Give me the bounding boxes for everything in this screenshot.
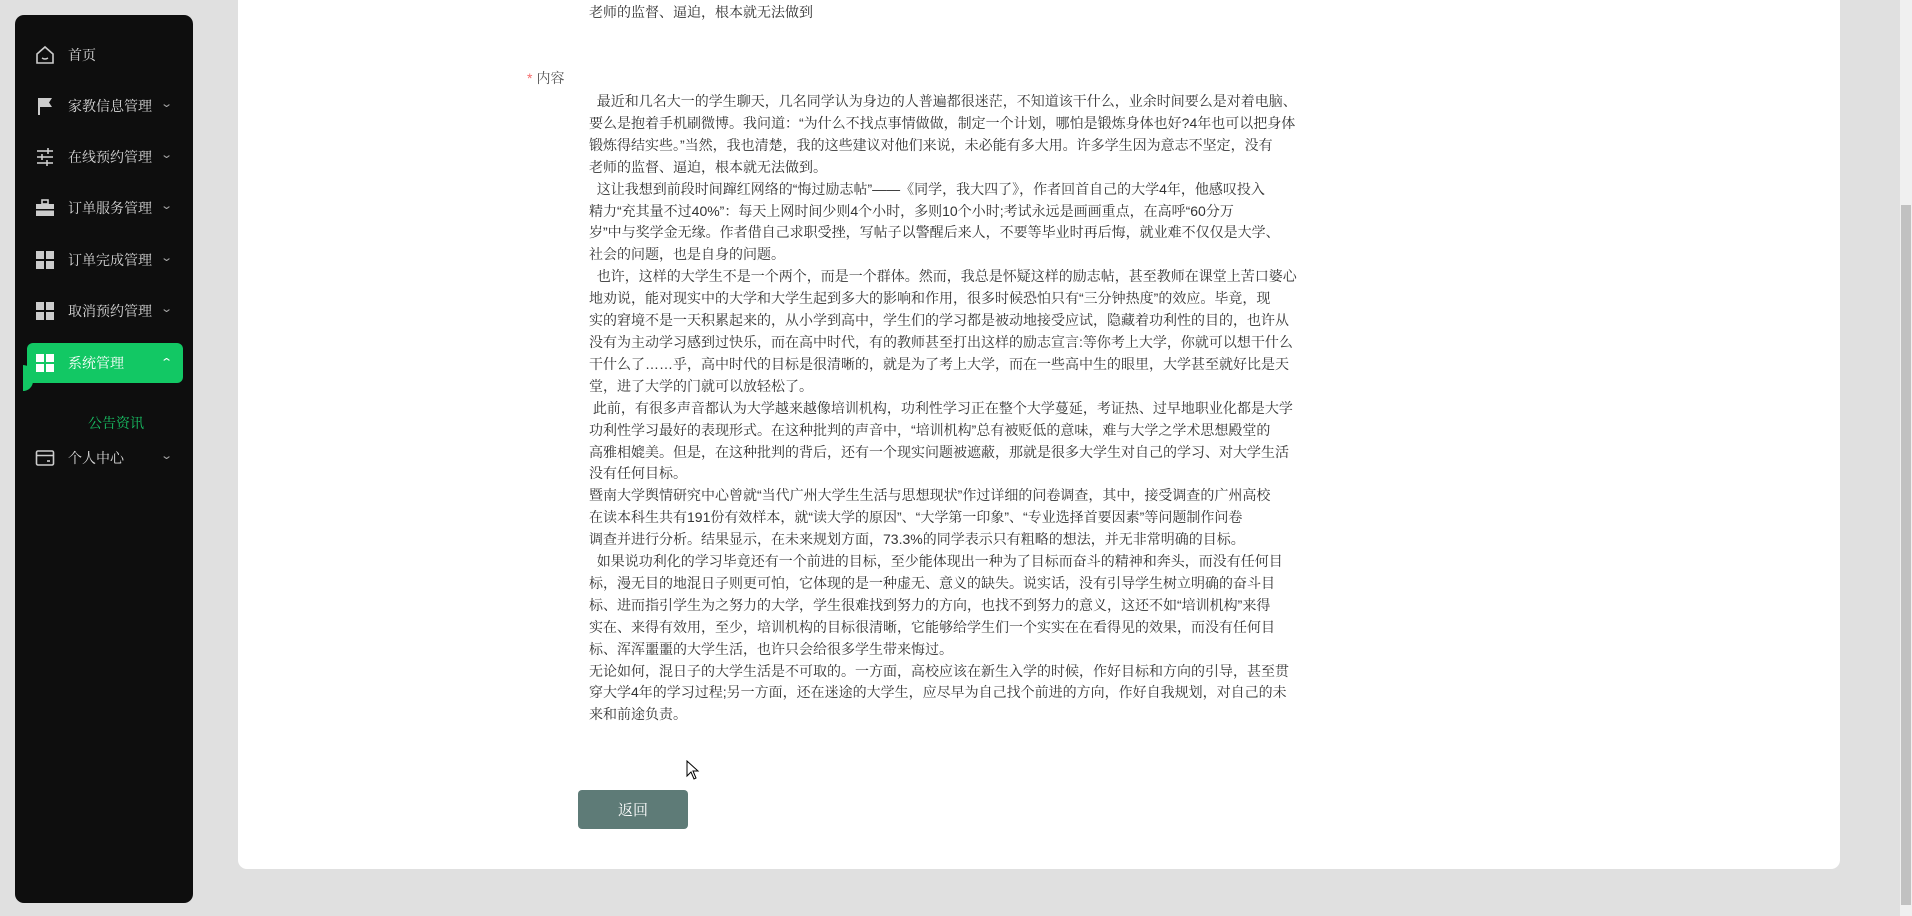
sidebar-item-label: 订单完成管理: [68, 252, 152, 268]
chevron-down-icon: ⌄: [159, 303, 173, 315]
content-line: 标，漫无目的地混日子则更可怕，它体现的是一种虚无、意义的缺失。说实话，没有引导学生树立明确的奋斗目: [589, 574, 1275, 591]
grid-icon: [34, 352, 56, 374]
content-line: 最近和几名大一的学生聊天，几名同学认为身边的人普遍都很迷茫，不知道该干什么，业余时间要么是对着电脑、: [589, 93, 1297, 109]
content-line: 地劝说，能对现实中的大学和大学生起到多大的影响和作用，很多时候恐怕只有“三分钟热度”的效应。毕竟，现: [589, 290, 1271, 307]
chevron-down-icon: ⌄: [159, 149, 173, 161]
sidebar-item-label: 首页: [68, 47, 96, 63]
grid-icon: [34, 249, 56, 271]
scrollbar-thumb[interactable]: [1901, 205, 1911, 905]
content-line: 无论如何，混日子的大学生活是不可取的。一方面，高校应该在新生入学的时候，作好目标和方向的引导，甚至贯: [589, 662, 1289, 679]
sidebar-item-label: 家教信息管理: [68, 98, 152, 114]
content-label-text: 内容: [536, 70, 565, 86]
content-line: 调查并进行分析。结果显示，在未来规划方面，73.3%的同学表示只有粗略的想法，并无非常明确的目标。: [589, 531, 1245, 548]
chevron-up-icon: ⌃: [159, 357, 173, 369]
sidebar-item-label: 取消预约管理: [68, 303, 152, 319]
content-line: 堂，进了大学的门就可以放轻松了。: [589, 377, 813, 394]
content-line: 社会的问题，也是自身的问题。: [589, 246, 785, 263]
sidebar-subitem-announcements[interactable]: 公告资讯: [88, 415, 144, 431]
flag-icon: [34, 95, 56, 117]
sidebar-item-home[interactable]: [27, 35, 183, 75]
content-line: 锻炼得结实些。”当然，我也清楚，我的这些建议对他们来说，未必能有多大用。许多学生因为意志不坚定，没有: [589, 136, 1273, 153]
content-line: 岁”中与奖学金无缘。作者借自己求职受挫，写帖子以警醒后来人，不要等毕业时再后悔，就业难不仅仅是大学、: [589, 224, 1280, 241]
chevron-down-icon: ⌄: [159, 200, 173, 212]
content-line: 精力“充其量不过40%”：每天上网时间少则4个小时，多则10个小时;考试永远是画画重点，在高呼“60分万: [589, 202, 1234, 219]
scrollbar[interactable]: [1900, 0, 1912, 916]
active-indicator: [23, 365, 33, 391]
sidebar-item-online-booking[interactable]: [27, 137, 183, 177]
content-line: 标、浑浑噩噩的大学生活，也许只会给很多学生带来悔过。: [589, 640, 953, 657]
content-line: 在读本科生共有191份有效样本，就“读大学的原因”、“大学第一印象”、“专业选择首要因素”等问题制作问卷: [589, 509, 1243, 526]
sliders-icon: [34, 146, 56, 168]
grid-icon: [34, 300, 56, 322]
content-line: 暨南大学舆情研究中心曾就“当代广州大学生生活与思想现状”作过详细的问卷调查，其中，接受调查的广州高校: [589, 487, 1271, 504]
content-line: 要么是抱着手机刷微博。我问道：“为什么不找点事情做做，制定一个计划，哪怕是锻炼身体也好?4年也可以把身体: [589, 114, 1296, 131]
sidebar-item-label: 个人中心: [68, 450, 124, 466]
chevron-down-icon: ⌄: [159, 450, 173, 462]
content-line: 如果说功利化的学习毕竟还有一个前进的目标，至少能体现出一种为了目标而奋斗的精神和奔头，而没有任何目: [589, 553, 1283, 570]
content-line: 没有任何目标。: [589, 465, 687, 482]
sidebar-item-tutor-info[interactable]: [27, 86, 183, 126]
mouse-cursor-icon: [686, 760, 700, 785]
chevron-down-icon: ⌄: [159, 252, 173, 264]
sidebar-item-profile[interactable]: [27, 438, 183, 478]
sidebar-item-label: 系统管理: [68, 355, 124, 371]
previous-field-text: 老师的监督、逼迫，根本就无法做到: [589, 4, 813, 20]
content-line: 来和前途负责。: [589, 706, 687, 723]
content-line: 没有为主动学习感到过快乐，而在高中时代，有的教师甚至打出这样的励志宣言:等你考上大学，你就可以想干什么: [589, 333, 1293, 350]
content-line: 这让我想到前段时间蹿红网络的“悔过励志帖”——《同学，我大四了》，作者回首自己的大学4年，他感叹投入: [589, 180, 1265, 197]
chevron-down-icon: ⌄: [159, 98, 173, 110]
wallet-icon: [34, 447, 56, 469]
sidebar-item-order-complete[interactable]: [27, 240, 183, 280]
back-button[interactable]: 返回: [578, 790, 688, 829]
sidebar-item-cancel-booking[interactable]: [27, 291, 183, 331]
content-body: [589, 91, 1297, 726]
content-label: [527, 68, 564, 88]
required-mark: *: [527, 70, 533, 86]
content-line: 标、进而指引学生为之努力的大学，学生很难找到努力的方向，也找不到努力的意义，这还不如“培训机构”来得: [589, 596, 1271, 613]
sidebar: [15, 15, 193, 903]
briefcase-icon: [34, 197, 56, 219]
content-line: 也许，这样的大学生不是一个两个，而是一个群体。然而，我总是怀疑这样的励志帖，甚至教师在课堂上苦口婆心: [589, 268, 1297, 285]
sidebar-item-label: 订单服务管理: [68, 200, 152, 216]
content-line: 穿大学4年的学习过程;另一方面，还在迷途的大学生，应尽早为自己找个前进的方向，作好自我规划，对自己的未: [589, 684, 1287, 701]
content-line: 功利性学习最好的表现形式。在这种批判的声音中，“培训机构”总有被贬低的意味，难与大学之学术思想殿堂的: [589, 421, 1271, 438]
content-line: 老师的监督、逼迫，根本就无法做到。: [589, 158, 827, 175]
content-line: 此前，有很多声音都认为大学越来越像培训机构，功利性学习正在整个大学蔓延，考证热、过早地职业化都是大学: [589, 399, 1293, 416]
sidebar-item-label: 在线预约管理: [68, 149, 152, 165]
content-line: 实的窘境不是一天积累起来的，从小学到高中，学生们的学习都是被动地接受应试，隐藏着功利性的目的，也许从: [589, 312, 1289, 329]
sidebar-item-order-service[interactable]: [27, 188, 183, 228]
home-icon: [34, 44, 56, 66]
content-line: 干什么了……乎，高中时代的目标是很清晰的，就是为了考上大学，而在一些高中生的眼里，大学甚至就好比是天: [589, 355, 1289, 372]
content-line: 高雅相媲美。但是，在这种批判的背后，还有一个现实问题被遮蔽，那就是很多大学生对自己的学习、对大学生活: [589, 443, 1289, 460]
content-line: 实在、来得有效用，至少，培训机构的目标很清晰，它能够给学生们一个实实在在看得见的效果，而没有任何目: [589, 618, 1275, 635]
sidebar-item-system[interactable]: [27, 343, 183, 383]
